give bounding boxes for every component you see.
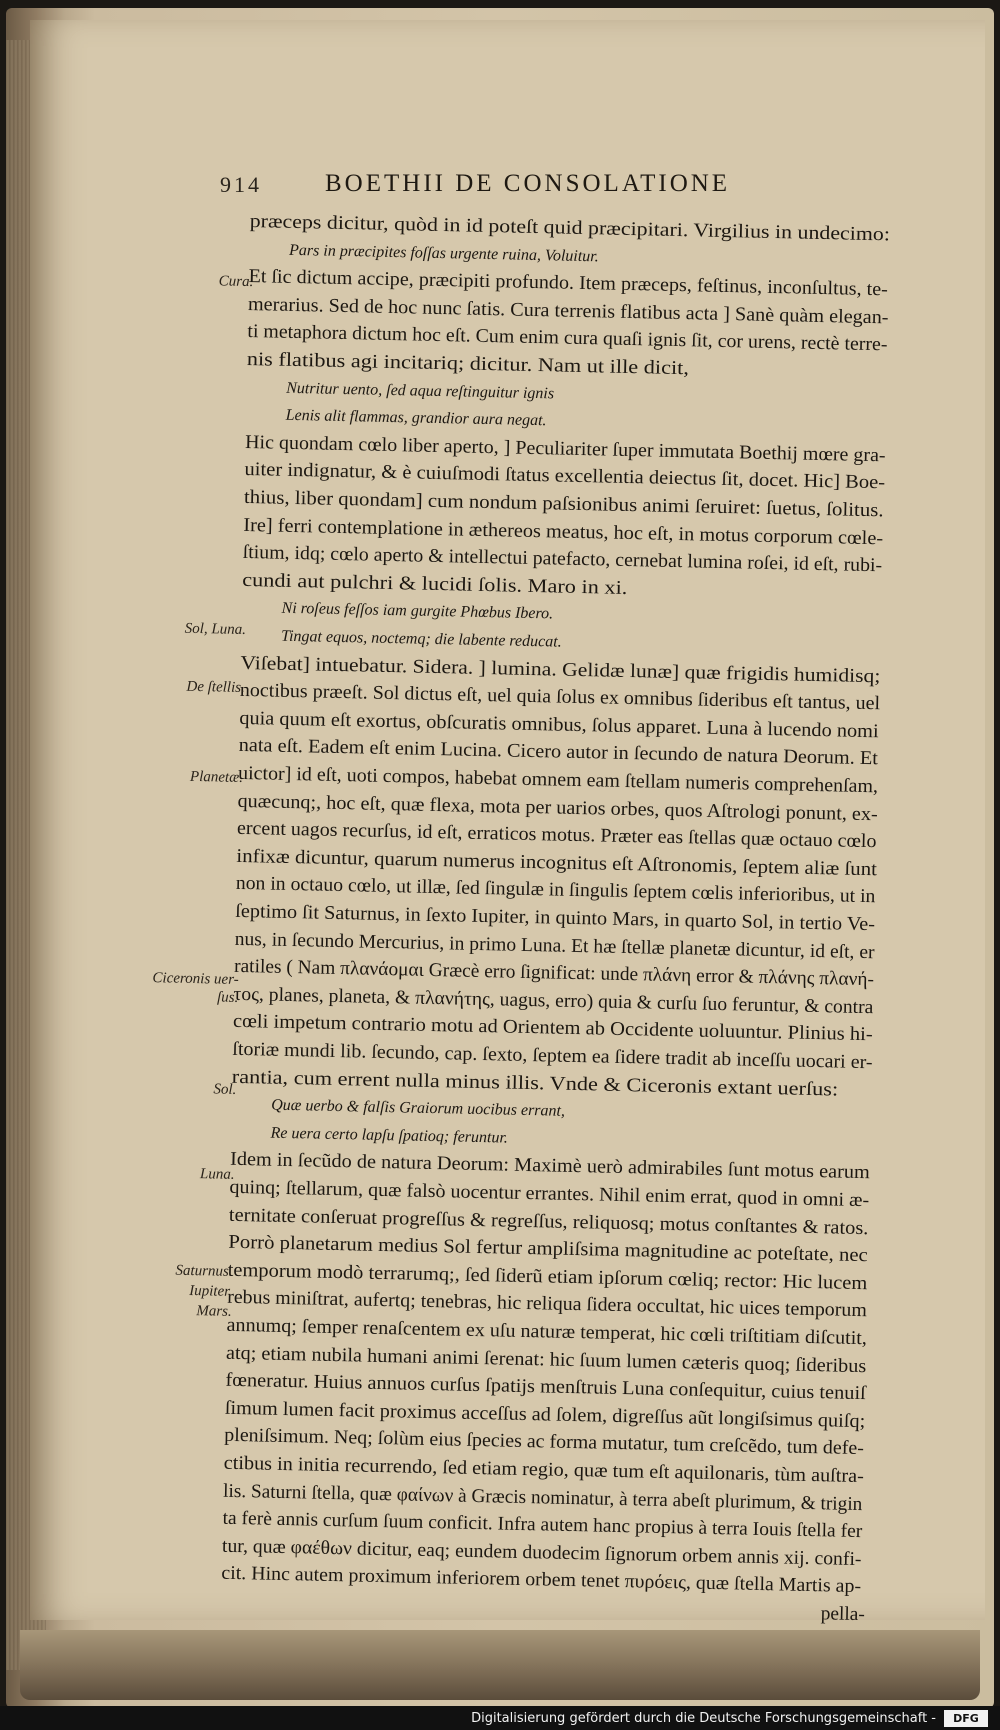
text-block — [220, 208, 970, 1653]
verse-line: Ni roſeus feſſos iam gurgite Phœbus Ibero. — [281, 600, 554, 623]
margin-note: Planetæ. — [189, 768, 244, 786]
text-line: ratiles ( Nam πλανάομαι Græcè erro ſignificat: unde πλάνη error & πλάνης πλανή- — [233, 956, 875, 991]
margin-note: Saturnus. — [175, 1262, 233, 1280]
text-line: fœneratur. Huius annuos curſus ſpatijs menſtruis Luna conſequitur, cuius tenuiſ — [225, 1369, 866, 1405]
text-line: Et ſic dictum accipe, præcipiti profundo. Item præceps, feſtinus, inconſultus, te- — [248, 266, 889, 301]
verse-line: Lenis alit flammas, grandior aura negat. — [285, 406, 547, 430]
folio-number: 914 — [220, 172, 262, 197]
text-line: lis. Saturni ſtella, quæ φαίνων à Græcis nominatur, à terra abeſt plurimum, & trigin — [222, 1480, 863, 1515]
margin-note: Iupiter. — [189, 1282, 233, 1300]
dfg-logo: DFG — [944, 1710, 988, 1727]
text-line: Porrò planetarum medius Sol fertur ampliſsima magnitudine ac poteſtate, nec — [228, 1231, 868, 1267]
verse-line: Nutritur uento, ſed aqua reſtinguitur ignis — [286, 379, 555, 402]
text-line: ſtoriæ mundi lib. ſecundo, cap. ſexto, ſeptem ea ſidere tradit ab inceſſu uocari er- — [232, 1038, 873, 1074]
footer-credit: Digitalisierung gefördert durch die Deutsche Forschungsgemeinschaft - — [471, 1711, 936, 1726]
text-line: uictor] id eſt, uoti compos, habebat omnem eam ſtellam numeris comprehenſam, — [237, 762, 879, 798]
text-line: τος, planes, planeta, & πλανήτης, uagus, erro) quia & curſu ſuo feruntur, & contra — [233, 983, 874, 1019]
margin-note: Sol. — [213, 1081, 237, 1098]
text-line: ternitate conſeruat progreſſus & regreſſus, reliquosq; motus conſtantes & ratos. — [228, 1204, 869, 1239]
text-line: ta ferè annis curſum ſuum conficit. Infra autem hanc propius à terra Iouis ſtella fer — [222, 1507, 863, 1543]
margin-note: Ciceronis uer- — [152, 970, 239, 988]
text-line: Ire] ferri contemplatione in æthereos meatus, hoc eſt, in motus corporum cœle- — [243, 514, 884, 549]
text-line: annumq; ſemper renaſcentem ex uſu naturæ temperat, hic cœli triſtitiam diſcutit, — [226, 1314, 868, 1350]
verse-line: Tingat equos, noctemq; die labente reducat. — [280, 627, 562, 651]
margin-note: Luna. — [199, 1166, 235, 1183]
text-line: thius, liber quondam] cum nondum paſsionibus animi ſeruiret: ſuetus, ſolitus. — [243, 486, 884, 522]
text-line: cœli impetum contrario motu ad Orientem ab Occidente uoluuntur. Plinius hi- — [232, 1011, 873, 1046]
text-line: quia quum eſt exortus, obſcuratis omnibus, ſolus apparet. Luna à lucendo nomi — [239, 707, 879, 743]
margin-note: Cura. — [218, 273, 254, 291]
margin-note: De ſtellis. — [186, 678, 245, 696]
running-title: BOETHII DE CONSOLATIONE — [325, 170, 731, 197]
text-line: ti metaphora dictum hoc eſt. Cum enim cura quaſi ignis ſit, cor urens, rectè terre- — [247, 321, 888, 356]
verse-line: Quæ uerbo & falſis Graiorum uocibus errant, — [271, 1096, 566, 1120]
text-line: non in octauo cœlo, ut illæ, ſed ſingulæ in ſingulis ſeptem cœlis inferioribus, ut in — [235, 873, 876, 908]
text-line: Hic quondam cœlo liber aperto, ] Peculiariter ſuper immutata Boethij mœre gra- — [244, 431, 886, 467]
text-line: quæcunq;, hoc eſt, quæ flexa, mota per uarios orbes, quos Aſtrologi ponunt, ex- — [237, 790, 878, 825]
footer-bar — [0, 1706, 1000, 1730]
catchword: pella- — [820, 1603, 866, 1626]
text-line: uiter indignatur, & è cuiuſmodi ſtatus excellentia deiectus ſit, docet. Hic] Boe- — [244, 459, 886, 494]
margin-note: Mars. — [196, 1303, 232, 1320]
text-line: Idem in ſecũdo de natura Deorum: Maximè uerò admirabiles ſunt motus earum — [229, 1149, 871, 1184]
text-line: temporum modò terrarumq;, ſed ſiderũ etiam ipſorum cœliq; rector: Hic lucem — [227, 1259, 868, 1294]
text-line: præceps dicitur, quòd in id poteſt quid præcipitari. Virgilius in undecimo: — [249, 210, 891, 246]
text-line: quinq; ſtellarum, quæ falsò uocentur errantes. Nihil enim errat, quod in omni æ- — [229, 1176, 870, 1212]
verse-line: Re uera certo lapſu ſpatioq; feruntur. — [270, 1124, 509, 1147]
margin-note: Sol, Luna. — [184, 620, 247, 638]
text-line: ercent uagos recurſus, id eſt, erraticos motus. Præter eas ſtellas quæ octauo cœlo — [236, 818, 877, 853]
text-line: cundi aut pulchri & lucidi ſolis. Maro in xi. — [241, 569, 628, 599]
text-line: nata eſt. Eadem eſt enim Lucina. Cicero autor in ſecundo de natura Deorum. Et — [238, 735, 879, 770]
text-line: noctibus præeſt. Sol dictus eſt, uel quia ſolus ex omnibus ſideribus eſt tantus, uel — [239, 680, 881, 715]
text-line: nis flatibus agi incitariq; dicitur. Nam ut ille dicit, — [246, 348, 690, 380]
text-line: infixæ dicuntur, quarum numerus incognitus eſt Aſtronomis, ſeptem aliæ ſunt — [236, 845, 878, 881]
page-header — [220, 170, 880, 204]
verse-line: Pars in præcipites foſſas urgente ruina, Voluitur. — [288, 241, 599, 265]
margin-note: ſus. — [216, 989, 239, 1006]
text-line: atq; etiam nubila humani animi ſerenat: hic ſuum lumen cæteris quoq; ſideribus — [225, 1342, 867, 1377]
text-line: merarius. Sed de hoc nunc ſatis. Cura terrenis flatibus acta ] Sanè quàm elegan- — [247, 293, 889, 329]
text-line: ſtium, idq; cœlo aperto & intellectui patefacto, cernebat lumina roſei, id eſt, rubi- — [242, 542, 883, 577]
text-line: nus, in ſecundo Mercurius, in primo Luna. Et hæ ſtellæ planetæ dicuntur, id eſt, er — [234, 928, 875, 963]
text-line: ctibus in initia recurrendo, ſed etiam regio, quæ tum eſt aquilonaris, tùm auſtra- — [223, 1452, 865, 1488]
text-line: ſeptimo ſit Saturnus, in ſexto Iupiter, in quinto Mars, in quarto Sol, in tertio Ve- — [235, 900, 876, 936]
text-line: cit. Hinc autem proximum inferiorem orbem tenet πυρόεις, quæ ſtella Martis ap- — [221, 1563, 862, 1598]
text-line: pleniſsimum. Neq; ſolùm eius ſpecies ac forma mutatur, tum creſcẽdo, tum defe- — [224, 1425, 865, 1460]
text-line: rebus miniſtrat, aufertq; tenebras, hic reliqua ſidera occultat, hic uices temporum — [226, 1287, 868, 1322]
text-line: ſimum lumen facit proximus acceſſus ad ſolem, digreſſus aũt longiſsimus quiſq; — [224, 1397, 866, 1432]
text-line: Viſebat] intuebatur. Sidera. ] lumina. Gelidæ lunæ] quæ frigidis humidisq; — [240, 652, 881, 687]
text-line: tur, quæ φαέθων dicitur, eaq; eundem duodecim ſignorum orbem annis xij. confi- — [221, 1535, 862, 1570]
text-line: rantia, cum errent nulla minus illis. Vnde & Ciceronis extant uerſus: — [231, 1066, 839, 1101]
